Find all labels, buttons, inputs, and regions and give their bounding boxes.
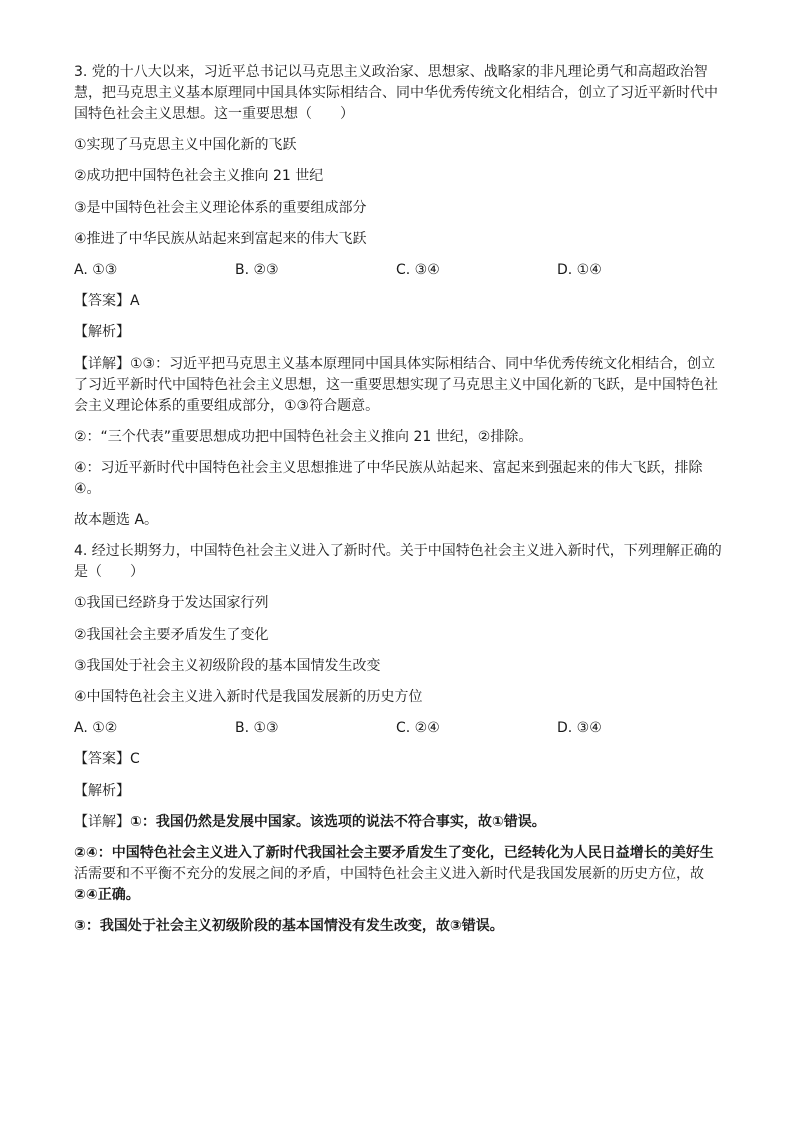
q4-answer: 【答案】C — [74, 751, 140, 768]
q3-option-b: B. ②③ — [235, 261, 279, 278]
q3-option-c: C. ③④ — [396, 261, 440, 278]
q3-stem-line: 3. 党的十八大以来，习近平总书记以马克思主义政治家、思想家、战略家的非凡理论勇气和高超政治智 — [74, 64, 708, 80]
q4-detail-label: 【详解】 — [74, 813, 130, 830]
q3-option-d: D. ①④ — [557, 261, 602, 278]
q4-detail-text: ①：我国仍然是发展中国家。该选项的说法不符合事实，故①错误。 — [130, 813, 546, 830]
q4-detail-line: ③：我国处于社会主义初级阶段的基本国情没有发生改变，故③错误。 — [74, 918, 504, 935]
q3-options — [74, 260, 722, 281]
q4-detail-line: 活需要和不平衡不充分的发展之间的矛盾，中国特色社会主义进入新时代是我国发展新的历史方位，故 — [74, 865, 704, 882]
q4-detail-line: ②④：中国特色社会主义进入了新时代我国社会主要矛盾发生了变化，已经转化为人民日益增长的美好生 — [74, 844, 714, 861]
q3-detail-line: ④：习近平新时代中国特色社会主义思想推进了中华民族从站起来、富起来到强起来的伟大飞跃，排除 — [74, 459, 703, 476]
q3-answer: 【答案】A — [74, 293, 140, 310]
q4-option-b: B. ①③ — [235, 720, 279, 737]
q4-item-1: ①我国已经跻身于发达国家行列 — [74, 595, 269, 612]
q3-detail-4 — [74, 458, 722, 500]
q4-stem-line: 4. 经过长期努力，中国特色社会主义进入了新时代。关于中国特色社会主义进入新时代，下列理解正确的 — [74, 543, 722, 560]
q4-options — [74, 718, 722, 739]
q4-stem-line: 是（ ） — [74, 564, 144, 581]
q4-stem — [74, 541, 722, 583]
q4-analysis-label: 【解析】 — [74, 782, 130, 799]
q4-detail-line — [74, 812, 722, 833]
q3-detail-1 — [74, 354, 722, 417]
q3-stem-line: 国特色社会主义思想。这一重要思想（ ） — [74, 106, 354, 122]
q3-item-3: ③是中国特色社会主义理论体系的重要组成部分 — [74, 199, 367, 216]
q3-conclusion: 故本题选 A。 — [74, 512, 159, 529]
q4-item-4: ④中国特色社会主义进入新时代是我国发展新的历史方位 — [74, 689, 423, 705]
q3-detail-line: 会主义理论体系的重要组成部分，①③符合题意。 — [74, 397, 380, 414]
q4-option-a: A. ①② — [74, 720, 118, 737]
q3-stem-line: 慧，把马克思主义基本原理同中国具体实际相结合、同中华优秀传统文化相结合，创立了习近平新时代中 — [74, 85, 718, 101]
q4-option-d: D. ③④ — [557, 720, 602, 737]
q4-item-2: ②我国社会主要矛盾发生了变化 — [74, 626, 269, 643]
q3-stem — [74, 62, 722, 125]
q3-analysis-label: 【解析】 — [74, 324, 130, 341]
q3-detail-line: 了习近平新时代中国特色社会主义思想，这一重要思想实现了马克思主义中国化新的飞跃，是中国特色社 — [74, 376, 718, 393]
q4-detail-2 — [74, 843, 722, 906]
q4-detail-line: ②④正确。 — [74, 886, 140, 903]
q3-item-2: ②成功把中国特色社会主义推向 21 世纪 — [74, 168, 324, 185]
q3-option-a: A. ①③ — [74, 261, 118, 278]
q3-detail-line: ②：“三个代表”重要思想成功把中国特色社会主义推向 21 世纪，②排除。 — [74, 428, 533, 445]
q4-option-c: C. ②④ — [396, 720, 440, 737]
q3-detail-line: ④。 — [74, 480, 101, 497]
q3-detail-line: 【详解】①③：习近平把马克思主义基本原理同中国具体实际相结合、同中华优秀传统文化相结合，创立 — [74, 355, 716, 372]
q3-item-1: ①实现了马克思主义中国化新的飞跃 — [74, 137, 297, 154]
q4-item-3: ③我国处于社会主义初级阶段的基本国情发生改变 — [74, 657, 381, 674]
q3-item-4: ④推进了中华民族从站起来到富起来的伟大飞跃 — [74, 230, 367, 247]
